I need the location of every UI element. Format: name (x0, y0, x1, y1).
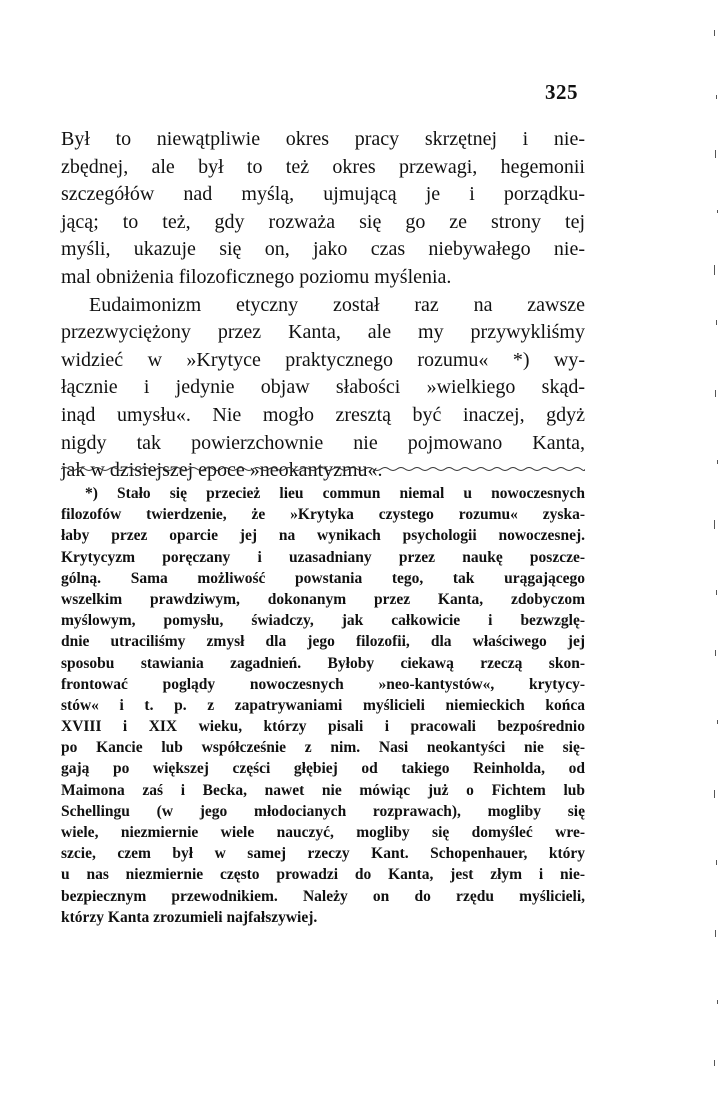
body-line: jak w dzisiejszej epoce »neokantyzmu«. (61, 459, 383, 482)
body-line: zbędnej, ale był to też okres przewagi, hegemonii (61, 155, 585, 178)
body-line: nigdy tak powierzchownie nie pojmowano Kanta, (61, 431, 585, 454)
body-line: Był to niewątpliwie okres pracy skrzętnej i nie- (61, 128, 585, 150)
body-line: przezwyciężony przez Kanta, ale my przywykliśmy (61, 321, 585, 344)
body-line: łącznie i jedynie objaw słabości »wielkiego skąd- (61, 376, 585, 399)
page-edge-speckle (706, 0, 720, 1098)
footnote-line: łaby przez oparcie jej na wynikach psychologii nowoczesnej. (61, 527, 585, 545)
footnote (61, 483, 585, 928)
body-line: Eudaimonizm etyczny został raz na zawsze (89, 293, 585, 316)
body-line: inąd umysłu«. Nie mogło zresztą być inaczej, gdyż (61, 403, 585, 426)
footnote-line: *) Stało się przecież lieu commun niemal u nowoczesnych (85, 485, 585, 502)
body-line: mal obniżenia filozoficznego poziomu myślenia. (61, 265, 452, 288)
footnote-line: u nas niezmiernie często prowadzi do Kanta, jest złym i nie- (61, 866, 585, 884)
footnote-line: sposobu stawiania zagadnień. Byłoby ciekawą rzeczą skon- (61, 654, 585, 672)
body-line: szczegółów nad myślą, ujmującą je i porządku- (61, 183, 585, 206)
footnote-line: gają po większej części głębiej od takiego Reinholda, od (61, 760, 585, 778)
footnote-line: filozofów twierdzenie, że »Krytyka czystego rozumu« zyska- (61, 506, 585, 524)
body-line: myśli, ukazuje się on, jako czas niebywałego nie- (61, 238, 585, 261)
footnote-line: gólną. Sama możliwość powstania tego, tak urągającego (61, 569, 585, 587)
footnote-line: wszelkim prawdziwym, dokonanym przez Kanta, zdobyczom (61, 590, 585, 608)
footnote-line: Schellingu (w jego młodocianych rozprawach), mogliby się (61, 802, 585, 820)
footnote-line: dnie utraciliśmy zmysł dla jego filozofii, dla właściwego jej (61, 633, 585, 651)
footnote-line: myślowym, pomysłu, świadczy, jak całkowicie i bezwzglę- (61, 612, 585, 630)
footnote-line: po Kancie lub współcześnie z nim. Nasi neokantyści nie się- (61, 739, 585, 757)
footnote-line: XVIII i XIX wieku, którzy pisali i pracowali bezpośrednio (61, 718, 585, 736)
footnote-separator (61, 466, 585, 472)
footnote-line: stów« i t. p. z zapatrywaniami myślicieli niemieckich końca (61, 696, 585, 714)
footnote-line: frontować poglądy nowoczesnych »neo-kantystów«, krytycy- (61, 675, 585, 693)
footnote-line: którzy Kanta zrozumieli najfałszywiej. (61, 908, 318, 926)
footnote-line: Krytycyzm poręczany i uzasadniany przez naukę poszcze- (61, 548, 585, 566)
page-number: 325 (545, 80, 578, 104)
body-line: widzieć w »Krytyce praktycznego rozumu« *) wy- (61, 348, 585, 371)
footnote-line: wiele, niezmiernie wiele nauczyć, mogliby się domyśleć wre- (61, 824, 585, 841)
footnote-line: Maimona zaś i Becka, nawet nie mówiąc już o Fichtem lub (61, 781, 585, 799)
footnote-line: szcie, czem był w samej rzeczy Kant. Schopenhauer, który (61, 845, 585, 863)
footnote-line: bezpiecznym przewodnikiem. Należy on do rzędu myślicieli, (61, 887, 585, 905)
body-text (61, 126, 585, 485)
body-line: jącą; to też, gdy rozważa się go ze strony tej (61, 210, 585, 233)
